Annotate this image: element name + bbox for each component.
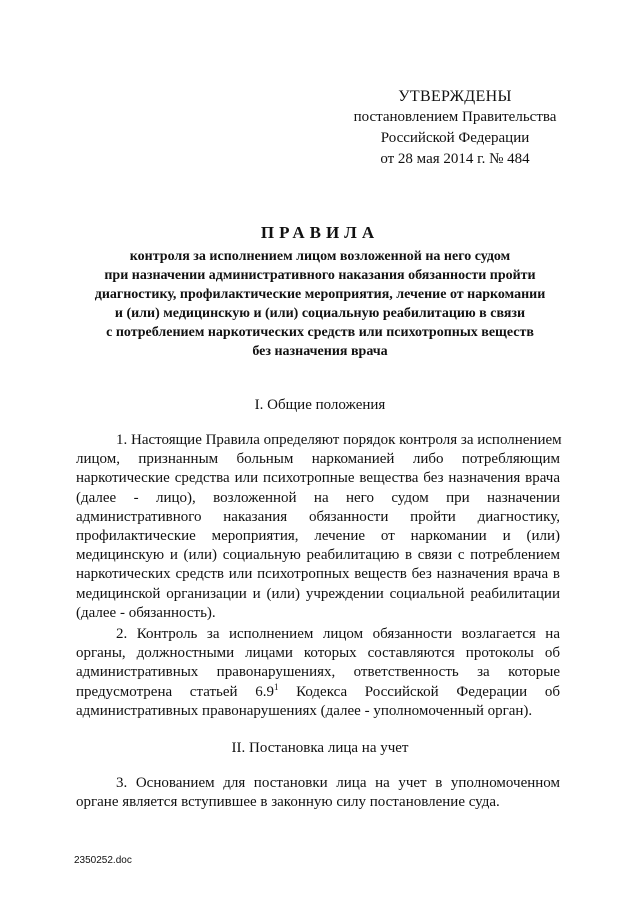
- paragraph-line: (далее - лицо), возложенной на него судом при назначении: [76, 489, 560, 506]
- paragraph-line: административных правонарушениях (далее - уполномоченный орган).: [76, 702, 533, 719]
- paragraph-line: 2. Контроль за исполнением лицом обязанности возлагается на: [116, 626, 560, 642]
- paragraph-line: 1. Настоящие Правила определяют порядок контроля за исполнением: [116, 432, 562, 448]
- approval-line: постановлением Правительства: [353, 109, 557, 125]
- file-name-footer: 2350252.doc: [74, 855, 132, 866]
- paragraph-line: профилактические мероприятия, лечение от наркомании и (или): [76, 528, 560, 545]
- paragraph-line: административных правонарушениях, ответственность за которые: [76, 664, 560, 681]
- paragraph-line: (далее - обязанность).: [76, 604, 216, 621]
- approval-line: Российской Федерации: [380, 130, 530, 146]
- approval-date-number: от 28 мая 2014 г. № 484: [380, 151, 530, 167]
- subtitle-line: и (или) медицинскую и (или) социальную реабилитацию в связи: [114, 306, 526, 321]
- paragraph-line: органы, должностными лицами которых составляются протоколы об: [76, 645, 560, 662]
- approval-block: [340, 86, 570, 170]
- paragraph-1: [76, 431, 560, 623]
- document-title: ПРАВИЛА: [260, 223, 380, 242]
- paragraph-line: наркотических средств или психотропных веществ без назначения врача в: [76, 566, 560, 583]
- paragraph-text: Кодекса Российской Федерации об: [278, 683, 560, 700]
- paragraph-line-with-footnote: [76, 683, 560, 702]
- subtitle-line: без назначения врача: [252, 344, 388, 359]
- paragraph-text: предусмотрена статьей 6.9: [76, 683, 274, 700]
- paragraph-3: [76, 774, 560, 812]
- subtitle-line: контроля за исполнением лицом возложенной на него судом: [129, 249, 511, 264]
- footnote-mark: 1: [273, 681, 279, 692]
- paragraph-2: [76, 625, 560, 721]
- paragraph-line: медицинскую и (или) социальную реабилитацию в связи с потреблением: [76, 547, 560, 564]
- approval-heading: УТВЕРЖДЕНЫ: [398, 88, 512, 105]
- subtitle-line: диагностику, профилактические мероприятия, лечение от наркомании: [94, 287, 546, 302]
- paragraph-line: медицинской организации и (или) учреждении социальной реабилитации: [76, 585, 560, 602]
- paragraph-line: органе является вступившее в законную силу постановление суда.: [76, 794, 500, 811]
- subtitle-line: с потреблением наркотических средств или психотропных веществ: [106, 325, 534, 340]
- paragraph-line: административного наказания обязанности пройти диагностику,: [76, 508, 560, 525]
- subtitle-line: при назначении административного наказания обязанности пройти: [104, 268, 536, 283]
- paragraph-line: наркотические средства или психотропные вещества без назначения врача: [76, 470, 560, 487]
- section-2-heading: II. Постановка лица на учет: [231, 740, 409, 756]
- section-1-heading: I. Общие положения: [254, 397, 386, 413]
- paragraph-line: лицом, признанным больным наркоманией либо потребляющим: [76, 451, 560, 468]
- document-subtitle: [70, 247, 570, 361]
- paragraph-line: 3. Основанием для постановки лица на учет в уполномоченном: [116, 775, 560, 791]
